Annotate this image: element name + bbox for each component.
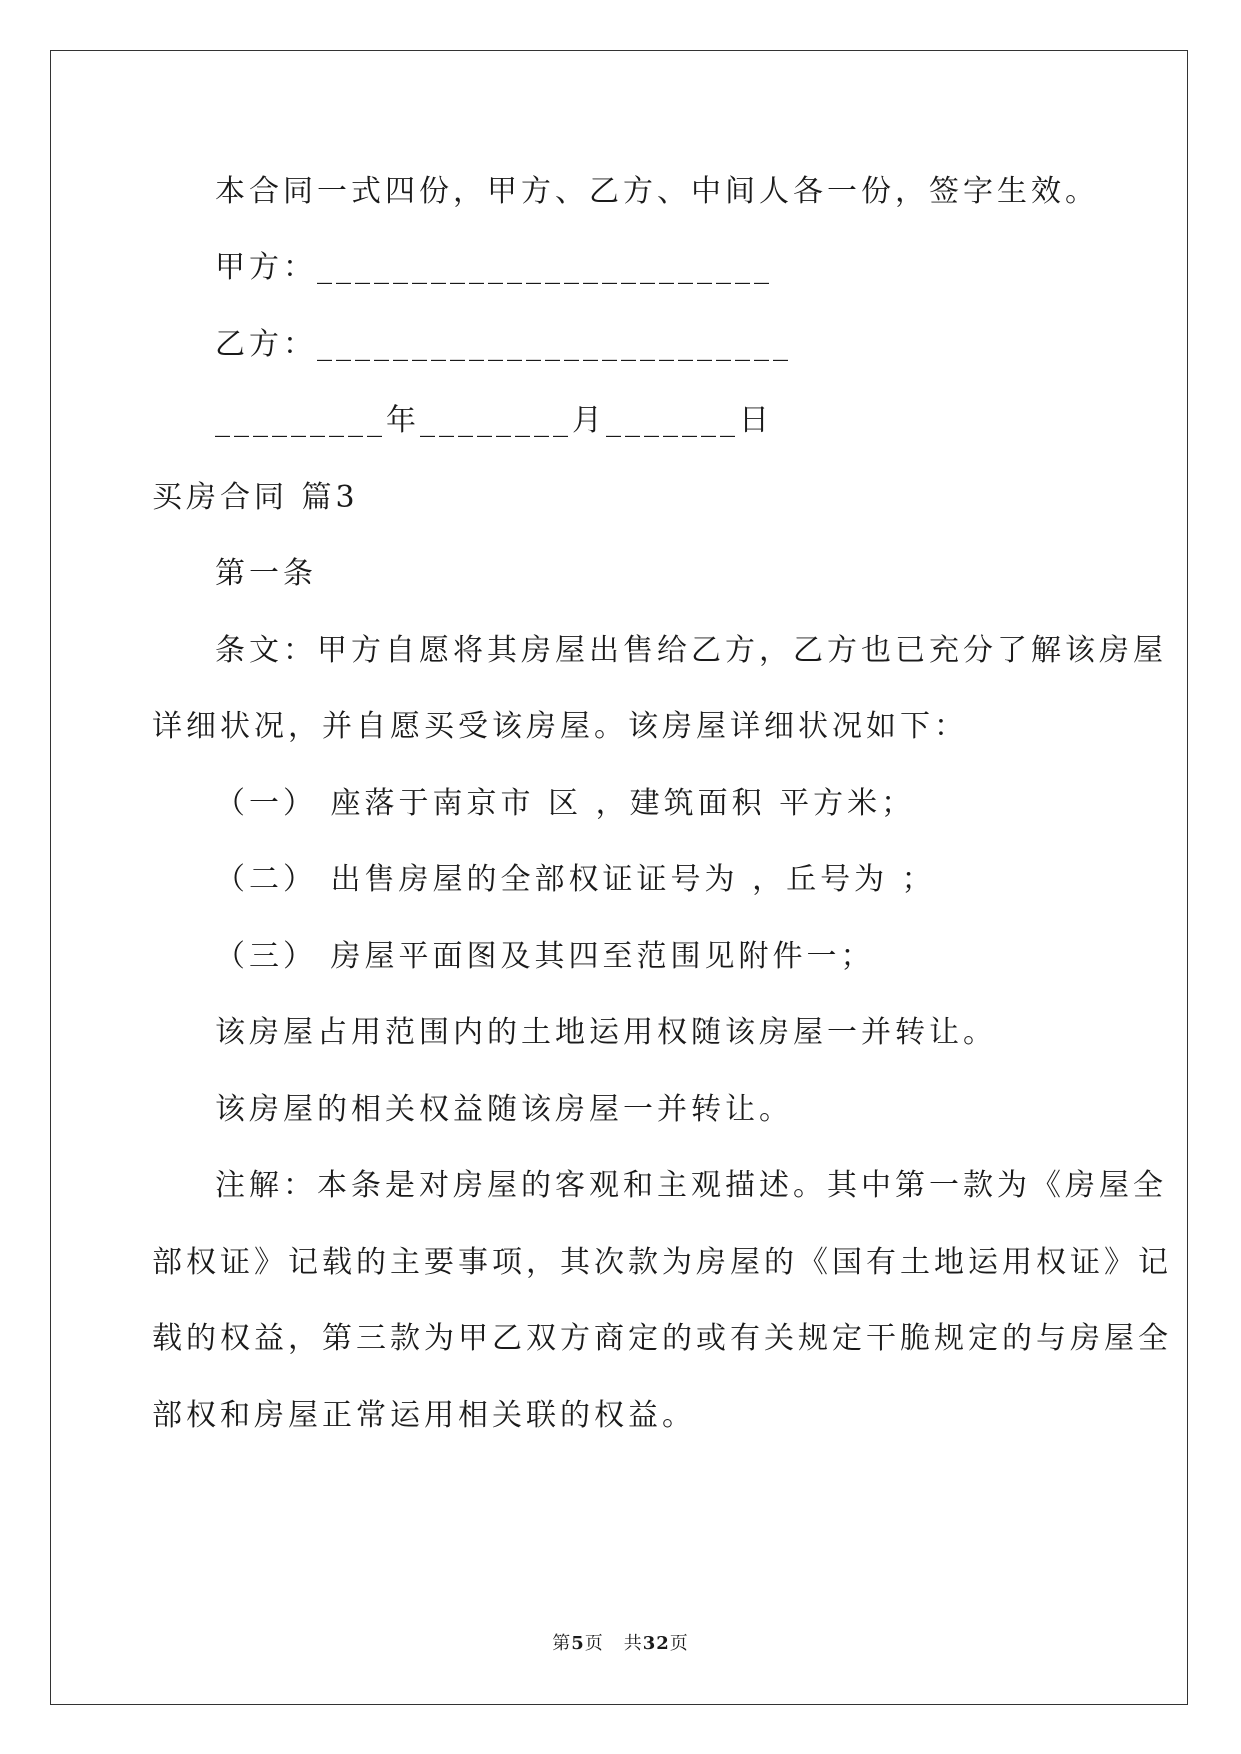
annotation-line-4: 部权和房屋正常运用相关联的权益。: [152, 1398, 696, 1433]
party-a-signature-line: 甲方：________________________: [215, 250, 773, 285]
party-b-signature-line: 乙方：_________________________: [215, 327, 792, 362]
annotation-line-3: 载的权益，第三款为甲乙双方商定的或有关规定干脆规定的与房屋全: [152, 1321, 1172, 1356]
land-use-transfer-paragraph: 该房屋占用范围内的土地运用权随该房屋一并转让。: [215, 1015, 997, 1050]
page-number: 5: [571, 1633, 585, 1654]
item-two: （二） 出售房屋的全部权证证号为 ，丘号为 ；: [215, 862, 936, 897]
article-heading: 第一条: [215, 556, 317, 591]
annotation-line-2: 部权证》记载的主要事项，其次款为房屋的《国有土地运用权证》记: [152, 1245, 1172, 1280]
item-three: （三） 房屋平面图及其四至范围见附件一；: [215, 939, 875, 974]
page-prefix: 第: [552, 1633, 572, 1654]
date-line: _________年________月_______日: [215, 403, 773, 438]
annotation-line-1: 注解：本条是对房屋的客观和主观描述。其中第一款为《房屋全: [215, 1168, 1167, 1203]
total-pages: 32: [642, 1633, 670, 1654]
total-suffix: 页: [669, 1633, 689, 1654]
page-suffix: 页: [584, 1633, 604, 1654]
paragraph-copies-clause: 本合同一式四份，甲方、乙方、中间人各一份，签字生效。: [215, 174, 1099, 209]
article-text-line-1: 条文：甲方自愿将其房屋出售给乙方，乙方也已充分了解该房屋: [215, 633, 1167, 668]
item-one: （一） 座落于南京市 区 ，建筑面积 平方米；: [215, 786, 916, 821]
article-text-line-2: 详细状况，并自愿买受该房屋。该房屋详细状况如下：: [152, 709, 968, 744]
page-footer: [0, 1632, 1241, 1656]
section-heading: 买房合同 篇3: [152, 480, 359, 515]
rights-transfer-paragraph: 该房屋的相关权益随该房屋一并转让。: [215, 1092, 793, 1127]
total-prefix: 共: [623, 1633, 643, 1654]
